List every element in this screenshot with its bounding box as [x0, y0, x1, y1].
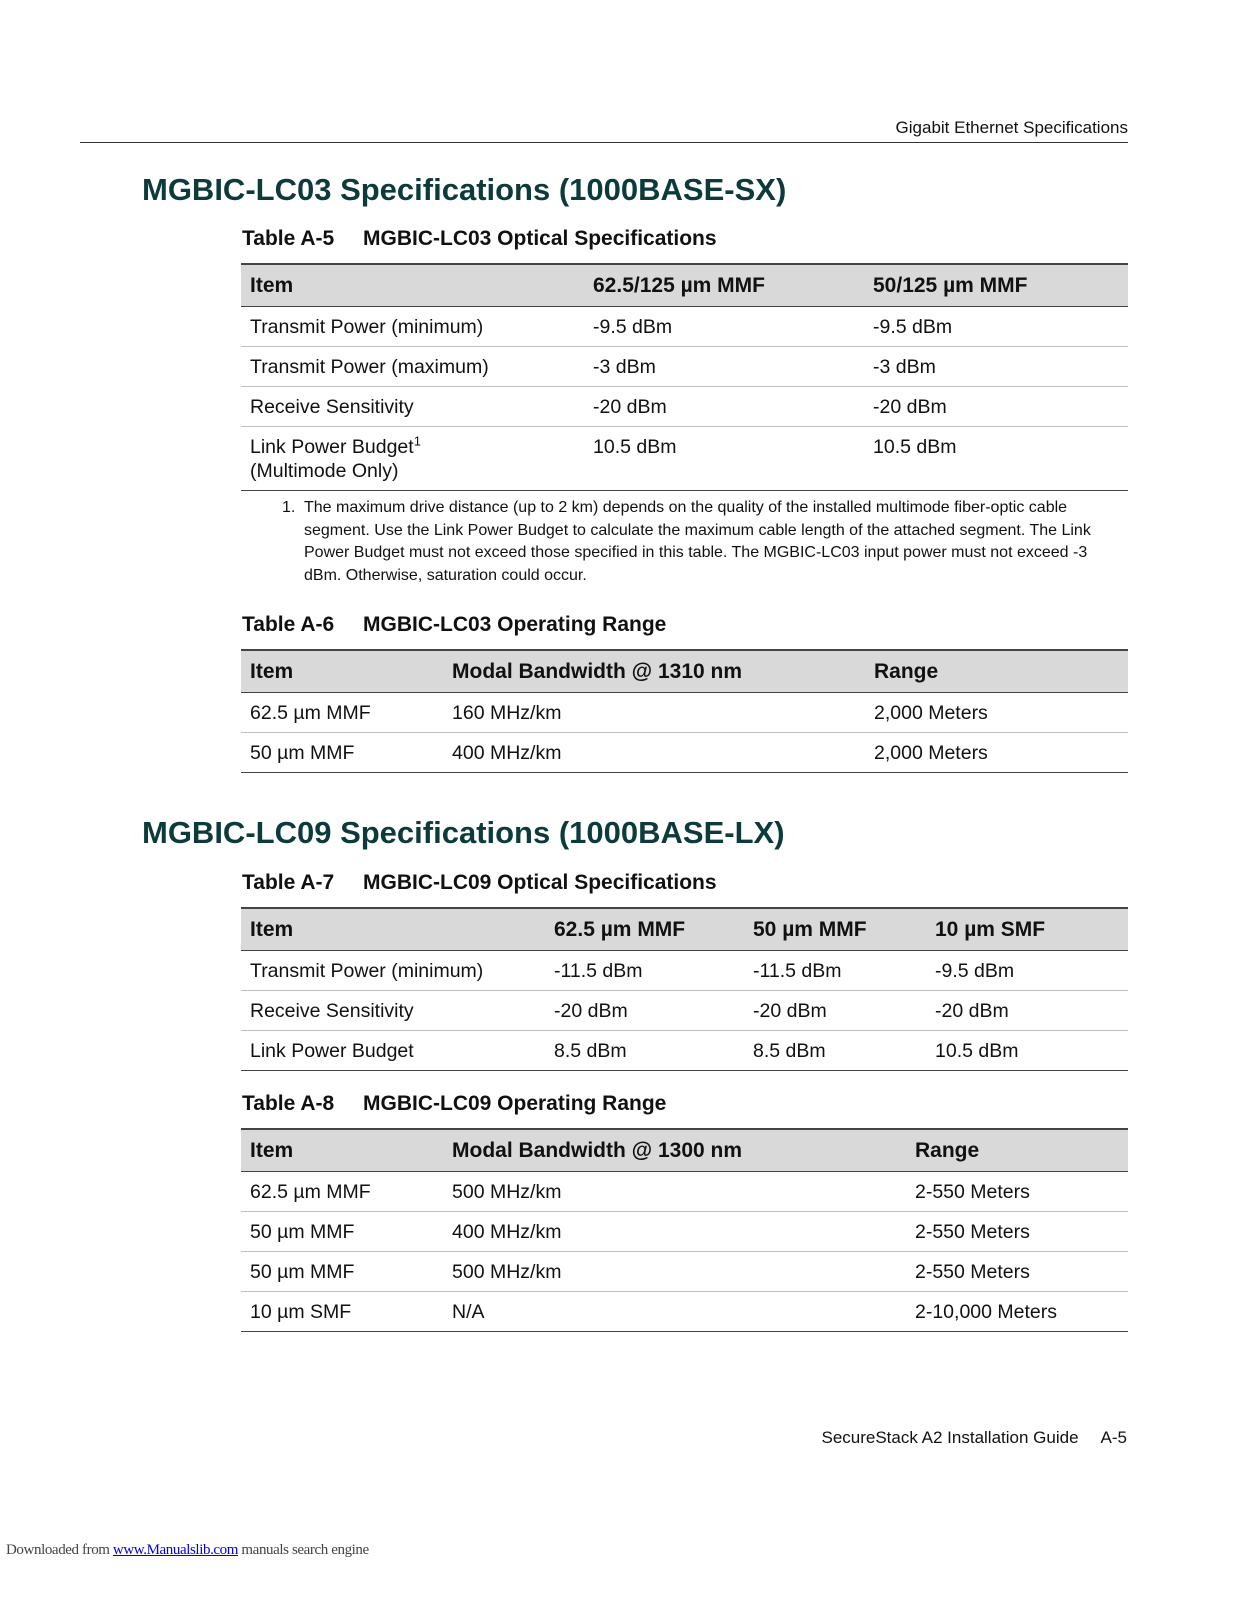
table-a8-number: Table A-8 — [242, 1092, 335, 1115]
table-cell: 2,000 Meters — [865, 693, 1128, 733]
table-cell: 62.5 µm MMF — [241, 693, 443, 733]
table-cell: -20 dBm — [864, 387, 1128, 427]
table-cell: Transmit Power (minimum) — [241, 307, 584, 347]
table-cell: 10.5 dBm — [584, 427, 864, 491]
column-header: 62.5 µm MMF — [545, 908, 744, 951]
column-header: 62.5/125 µm MMF — [584, 264, 864, 307]
table-cell: Receive Sensitivity — [241, 387, 584, 427]
table-cell: 2-10,000 Meters — [906, 1292, 1128, 1332]
table-header-row — [241, 650, 1128, 693]
table-a7 — [241, 907, 1128, 1071]
column-header: Item — [241, 1129, 443, 1172]
table-cell: 2-550 Meters — [906, 1212, 1128, 1252]
table-cell: -20 dBm — [926, 991, 1128, 1031]
footer-guide-title: SecureStack A2 Installation Guide — [821, 1428, 1079, 1447]
table-row — [241, 991, 1128, 1031]
column-header: 10 µm SMF — [926, 908, 1128, 951]
table-a8 — [241, 1128, 1128, 1332]
table-cell: Transmit Power (maximum) — [241, 347, 584, 387]
table-cell: -11.5 dBm — [744, 951, 926, 991]
running-head — [80, 118, 1128, 143]
column-header: Modal Bandwidth @ 1300 nm — [443, 1129, 906, 1172]
table-cell: 50 µm MMF — [241, 733, 443, 773]
column-header: Range — [865, 650, 1128, 693]
table-cell: 2-550 Meters — [906, 1252, 1128, 1292]
link-power-budget-label: Link Power Budget — [250, 436, 414, 458]
table-header-row — [241, 264, 1128, 307]
table-a8-caption — [242, 1092, 666, 1116]
table-cell: 400 MHz/km — [443, 1212, 906, 1252]
table-cell: 62.5 µm MMF — [241, 1172, 443, 1212]
table-a5 — [241, 263, 1128, 491]
table-row — [241, 693, 1128, 733]
table-cell: N/A — [443, 1292, 906, 1332]
column-header: Item — [241, 650, 443, 693]
table-row — [241, 1292, 1128, 1332]
column-header: 50/125 µm MMF — [864, 264, 1128, 307]
table-cell: 2-550 Meters — [906, 1172, 1128, 1212]
column-header: Item — [241, 264, 584, 307]
table-cell: 50 µm MMF — [241, 1212, 443, 1252]
table-cell: -20 dBm — [545, 991, 744, 1031]
table-cell: -11.5 dBm — [545, 951, 744, 991]
download-note-prefix: Downloaded from — [6, 1542, 113, 1558]
table-row — [241, 1212, 1128, 1252]
table-cell: Transmit Power (minimum) — [241, 951, 545, 991]
column-header: 50 µm MMF — [744, 908, 926, 951]
table-a8-title: MGBIC-LC09 Operating Range — [363, 1092, 667, 1115]
table-cell — [241, 427, 584, 491]
table-cell: -20 dBm — [584, 387, 864, 427]
download-note-suffix: manuals search engine — [238, 1542, 369, 1558]
table-row — [241, 427, 1128, 491]
column-header: Item — [241, 908, 545, 951]
section-title-lc09: MGBIC-LC09 Specifications (1000BASE-LX) — [142, 815, 785, 850]
table-a7-caption — [242, 871, 717, 895]
table-cell: -3 dBm — [864, 347, 1128, 387]
table-row — [241, 733, 1128, 773]
page-number: A-5 — [1100, 1428, 1127, 1447]
manualslib-link[interactable]: www.Manualslib.com — [112, 1542, 239, 1558]
table-cell: 10.5 dBm — [864, 427, 1128, 491]
table-row — [241, 387, 1128, 427]
column-header: Modal Bandwidth @ 1310 nm — [443, 650, 865, 693]
table-cell: -3 dBm — [584, 347, 864, 387]
table-cell: -9.5 dBm — [584, 307, 864, 347]
table-cell: 10 µm SMF — [241, 1292, 443, 1332]
table-cell: 160 MHz/km — [443, 693, 865, 733]
table-row — [241, 347, 1128, 387]
table-cell: 500 MHz/km — [443, 1252, 906, 1292]
table-cell: 8.5 dBm — [545, 1031, 744, 1071]
table-cell: 8.5 dBm — [744, 1031, 926, 1071]
table-a5-caption — [242, 227, 717, 251]
table-row — [241, 307, 1128, 347]
table-cell: 2,000 Meters — [865, 733, 1128, 773]
download-note — [6, 1542, 369, 1559]
table-row — [241, 951, 1128, 991]
table-a6-title: MGBIC-LC03 Operating Range — [363, 613, 667, 636]
table-cell: -9.5 dBm — [926, 951, 1128, 991]
table-a7-title: MGBIC-LC09 Optical Specifications — [363, 871, 717, 894]
table-a6-number: Table A-6 — [242, 613, 335, 636]
table-cell: -20 dBm — [744, 991, 926, 1031]
table-a5-number: Table A-5 — [242, 227, 335, 250]
table-a7-number: Table A-7 — [242, 871, 335, 894]
table-row — [241, 1172, 1128, 1212]
table-a6 — [241, 649, 1128, 773]
table-header-row — [241, 908, 1128, 951]
page-footer — [700, 1428, 1127, 1448]
footnote-marker: 1. — [282, 499, 296, 516]
table-header-row — [241, 1129, 1128, 1172]
footnote-reference: 1 — [413, 433, 421, 449]
table-row — [241, 1031, 1128, 1071]
footnote-text: The maximum drive distance (up to 2 km) depends on the quality of the installed multimode fiber-optic cable segment. Use the Link Power Budget to calculate the maximum cable length of the attached segment. The Link Power Budget must not exceed those specified in this table. The MGBIC-LC03 input power must not exceed -3 dBm. Otherwise, saturation could occur. — [304, 499, 1091, 584]
column-header: Range — [906, 1129, 1128, 1172]
table-cell: Link Power Budget — [241, 1031, 545, 1071]
table-cell: Receive Sensitivity — [241, 991, 545, 1031]
table-row — [241, 1252, 1128, 1292]
table-cell: 500 MHz/km — [443, 1172, 906, 1212]
table-cell: 50 µm MMF — [241, 1252, 443, 1292]
table-cell: 10.5 dBm — [926, 1031, 1128, 1071]
multimode-only-label: (Multimode Only) — [250, 460, 399, 482]
table-cell: -9.5 dBm — [864, 307, 1128, 347]
table-a6-caption — [242, 613, 666, 637]
running-head-title: Gigabit Ethernet Specifications — [895, 118, 1128, 137]
table-a5-footnote — [282, 497, 1112, 587]
section-title-lc03: MGBIC-LC03 Specifications (1000BASE-SX) — [142, 172, 787, 207]
table-cell: 400 MHz/km — [443, 733, 865, 773]
table-a5-title: MGBIC-LC03 Optical Specifications — [363, 227, 717, 250]
